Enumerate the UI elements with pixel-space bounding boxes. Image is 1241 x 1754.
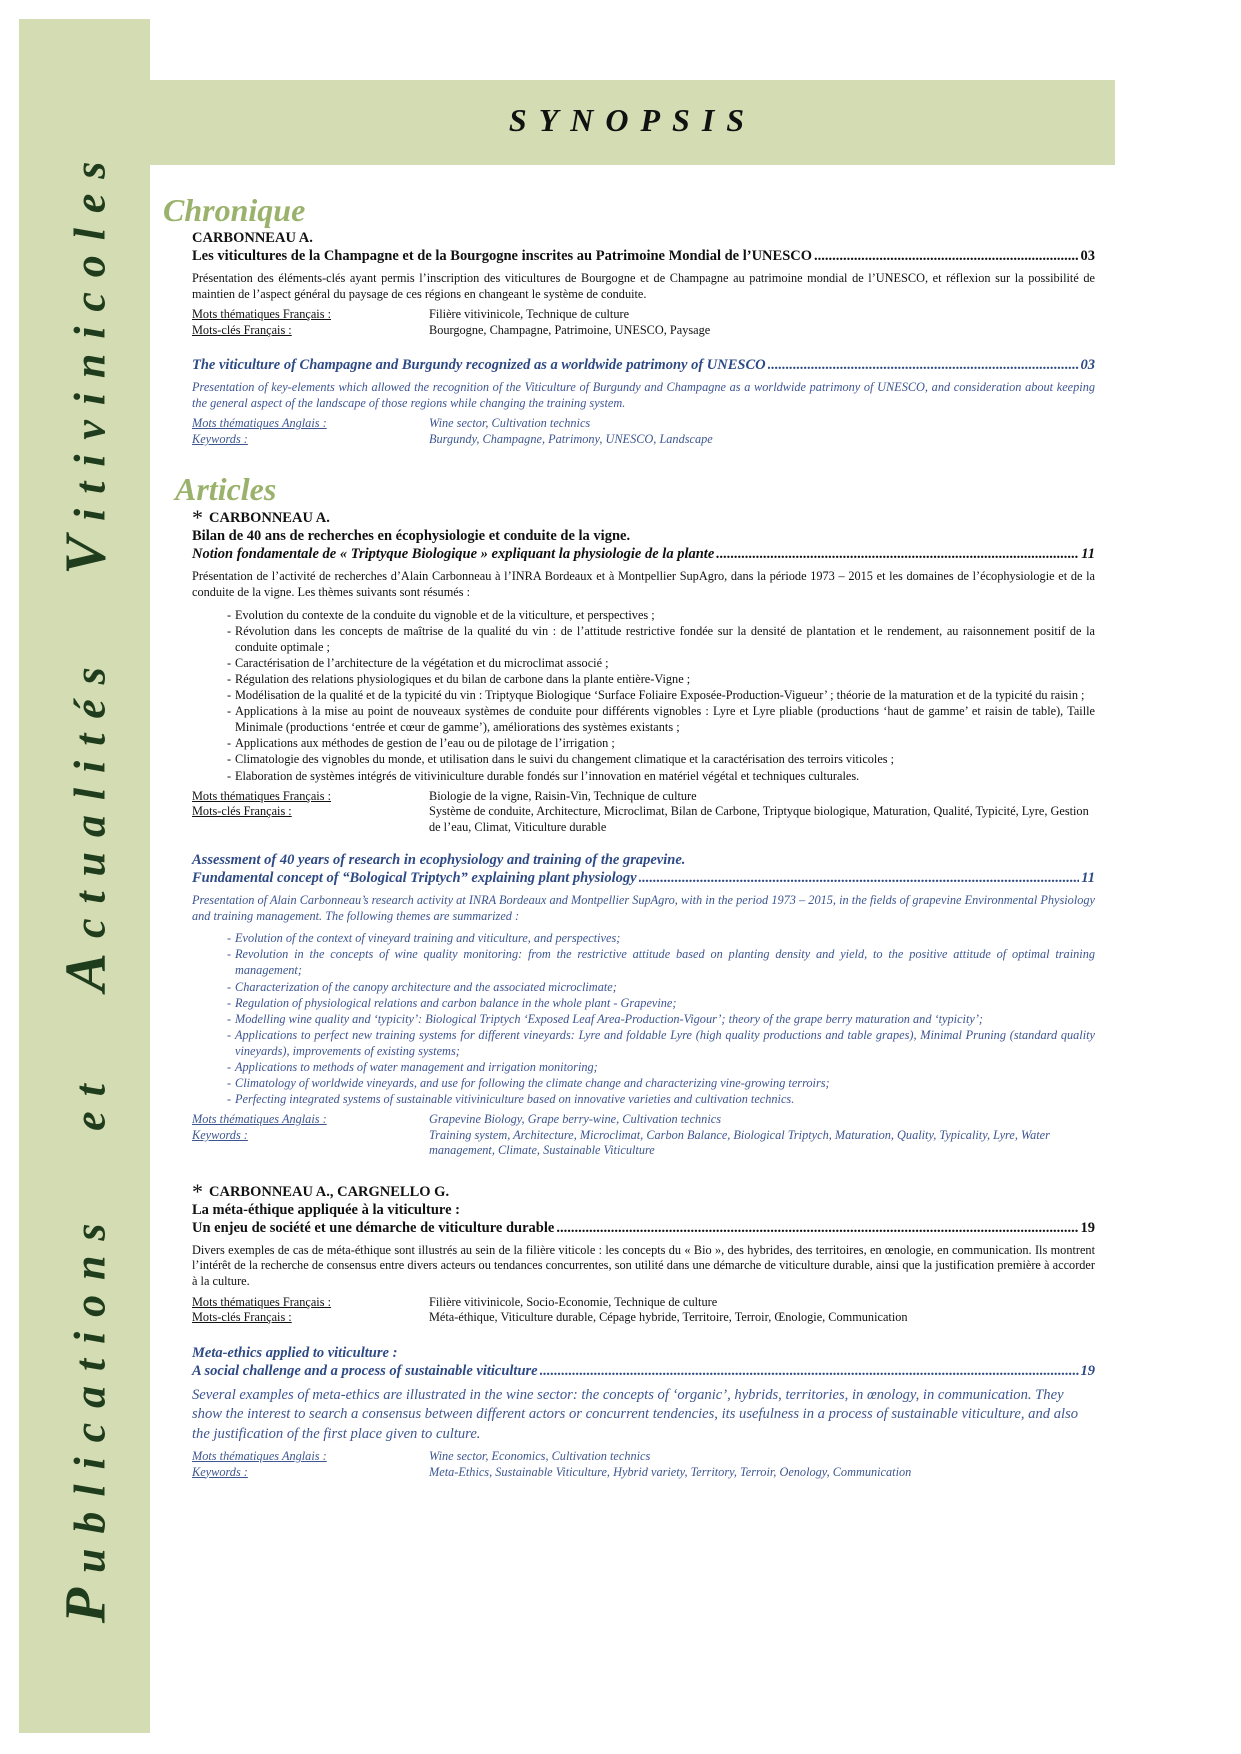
list-item: - Elaboration de systèmes intégrés de vitiviniculture durable fondés sur l’innovation en matériel végétal et techniques culturales. xyxy=(227,768,1095,784)
chronique-entry-fr xyxy=(192,230,1095,338)
page-number: 11 xyxy=(1081,546,1095,563)
entry-description: Présentation des éléments-clés ayant permis l’inscription des viticultures de Bourgogne et de Champagne au patrimoine mondial de l’UNESCO, et réflexion sur la possibilité de maintien de l’aspect général du paysage de ces régions en changeant le système de conduite. xyxy=(192,271,1095,301)
keywords-value: Burgundy, Champagne, Patrimony, UNESCO, Landscape xyxy=(429,431,713,446)
entry-title-row[interactable] xyxy=(192,356,1095,375)
entry-title-row[interactable] xyxy=(192,545,1095,564)
entry-author: CARBONNEAU A., CARGNELLO G. xyxy=(209,1183,450,1200)
keywords-value: Meta-Ethics, Sustainable Viticulture, Hybrid variety, Territory, Terroir, Oenology, Communication xyxy=(429,1464,912,1479)
page-title: SYNOPSIS xyxy=(508,102,757,138)
entry-title-line1: Assessment of 40 years of research in ecophysiology and training of the grapevine. xyxy=(192,852,686,869)
leader-dots xyxy=(768,356,1079,375)
entry-author-row xyxy=(192,1178,1095,1204)
entry-title-row[interactable] xyxy=(192,1362,1095,1381)
entry-title: Un enjeu de société et une démarche de viticulture durable xyxy=(192,1219,555,1236)
entry-description: Several examples of meta-ethics are illustrated in the wine sector: the concepts of ‘organic’, hybrids, territories, in œnology, in communication. They show the interest to search a consensus between different actors or concurrent tendencies, its usefulness in a process of sustainable viticulture, and also the justification of the first place given to culture. xyxy=(192,1386,1079,1442)
keywords-label: Keywords : xyxy=(192,431,248,446)
keywords-label: Mots thématiques Français : xyxy=(192,1294,332,1309)
keywords-value: Wine sector, Economics, Cultivation technics xyxy=(429,1449,651,1464)
article1-entry-en xyxy=(192,851,1095,1159)
entry-title-line1: Bilan de 40 ans de recherches en écophysiologie et conduite de la vigne. xyxy=(192,528,631,545)
entry-title: The viticulture of Champagne and Burgundy recognized as a worldwide patrimony of UNESCO xyxy=(192,357,766,374)
keywords-label: Keywords : xyxy=(192,1464,248,1479)
entry-description: Présentation de l’activité de recherches d’Alain Carbonneau à l’INRA Bordeaux et à Montpellier SupAgro, dans la période 1973 – 2015 et les domaines de l’écophysiologie et de la conduite de la vigne. Les thèmes suivants sont résumés : xyxy=(192,569,1095,599)
entry-title: A social challenge and a process of sustainable viticulture xyxy=(192,1362,538,1379)
keywords-value: Méta-éthique, Viticulture durable, Cépage hybride, Territoire, Terroir, Œnologie, Communication xyxy=(429,1310,908,1325)
entry-author: CARBONNEAU A. xyxy=(192,230,313,246)
keywords-label: Mots thématiques Anglais : xyxy=(192,1449,327,1464)
list-item: - Caractérisation de l’architecture de la végétation et du microclimat associé ; xyxy=(227,655,1095,671)
keywords-label: Mots-clés Français : xyxy=(192,804,292,819)
entry-author: CARBONNEAU A. xyxy=(209,510,330,527)
keywords-label: Mots thématiques Français : xyxy=(192,788,332,803)
keywords-row xyxy=(192,804,1095,835)
list-item: - Regulation of physiological relations and carbon balance in the whole plant - Grapevine; xyxy=(227,995,1095,1011)
leader-dots xyxy=(540,1362,1079,1381)
keywords-row xyxy=(192,1295,1095,1311)
keywords-row xyxy=(192,323,1095,339)
entry-title-row[interactable] xyxy=(192,1219,1095,1238)
entry-description: Presentation of Alain Carbonneau’s research activity at INRA Bordeaux and Montpellier SupAgro, with in the period 1973 – 2015, in the fields of grapevine Environmental Physiology and training management. The following themes are summarized : xyxy=(192,893,1095,923)
list-item: - Perfecting integrated systems of sustainable vitiviniculture based on innovative varieties and cultivation technics. xyxy=(227,1091,1095,1107)
keywords-value: Filière vitivinicole, Technique de culture xyxy=(429,307,630,322)
keywords-row xyxy=(192,416,1095,432)
entry-title-row[interactable] xyxy=(192,869,1095,888)
list-item: - Modelling wine quality and ‘typicity’: Biological Triptych ‘Exposed Leaf Area-Production-Vigour’; theory of the grape berry maturation and ‘typicity’; xyxy=(227,1011,1095,1027)
entry-keywords xyxy=(192,416,1095,447)
entry-description: Presentation of key-elements which allowed the recognition of the Viticulture of Burgundy and Champagne as a worldwide patrimony of UNESCO, and consideration about keeping the general aspect of the landscape of those regions while changing the training system. xyxy=(192,380,1095,410)
leader-dots xyxy=(716,545,1079,564)
keywords-label: Mots thématiques Anglais : xyxy=(192,416,327,431)
leader-dots xyxy=(814,247,1078,266)
list-item: - Evolution du contexte de la conduite du vignoble et de la viticulture, et perspectives ; xyxy=(227,607,1095,623)
keywords-value: Wine sector, Cultivation technics xyxy=(429,416,591,431)
article2-entry-en xyxy=(192,1344,1095,1481)
keywords-row xyxy=(192,789,1095,805)
entry-description: Divers exemples de cas de méta-éthique sont illustrés au sein de la filière viticole : les concepts du « Bio », des hybrides, des territoires, en œnologie, en communication. Ils montrent l’intérêt de la recherche de consensus entre divers acteurs ou tendances concurrentes, son utilité dans une démarche de viticulture durable, ainsi que la justification première à accorder à la culture. xyxy=(192,1242,1095,1288)
list-item: - Révolution dans les concepts de maîtrise de la qualité du vin : de l’attitude restrictive fondée sur la densité de plantation et le rendement, au raisonnement positif de la conduite optimale ; xyxy=(227,623,1095,655)
entry-title: Les viticultures de la Champagne et de la Bourgogne inscrites au Patrimoine Mondial de l’UNESCO xyxy=(192,248,813,264)
list-item: - Characterization of the canopy architecture and the associated microclimate; xyxy=(227,979,1095,995)
entry-keywords xyxy=(192,1449,1095,1480)
entry-title-line1: Meta-ethics applied to viticulture : xyxy=(192,1344,398,1361)
entry-title-row[interactable] xyxy=(192,247,1095,266)
list-item: - Evolution of the context of vineyard training and viticulture, and perspectives; xyxy=(227,930,1095,946)
keywords-label: Keywords : xyxy=(192,1127,248,1142)
list-item: - Applications to methods of water management and irrigation monitoring; xyxy=(227,1059,1095,1075)
keywords-label: Mots-clés Français : xyxy=(192,322,292,337)
page-number: 19 xyxy=(1080,1219,1095,1236)
themes-list xyxy=(192,607,1095,784)
entry-title: Notion fondamentale de « Triptyque Biologique » expliquant la physiologie de la plante xyxy=(192,546,715,563)
keywords-value: Training system, Architecture, Microclimat, Carbon Balance, Biological Triptych, Maturation, Quality, Typicality, Lyre, Water management, Climate, Sustainable Viticulture xyxy=(429,1127,1050,1158)
page-number: 03 xyxy=(1080,248,1095,264)
entry-keywords xyxy=(192,307,1095,338)
keywords-row xyxy=(192,1449,1095,1465)
entry-keywords xyxy=(192,1295,1095,1326)
section-heading-chronique: Chronique xyxy=(163,192,306,228)
page-number: 03 xyxy=(1080,357,1095,374)
list-item: - Applications à la mise au point de nouveaux systèmes de conduite pour différents vignobles : Lyre et Lyre pliable (productions ‘haut de gamme’ et raisin de table), Taille Minimale (productions ‘entrée et cœur de gamme’), améliorations des systèmes existants ; xyxy=(227,703,1095,735)
keywords-value: Bourgogne, Champagne, Patrimoine, UNESCO, Paysage xyxy=(429,322,711,337)
article1-entry-fr xyxy=(192,505,1095,835)
keywords-row xyxy=(192,1310,1095,1326)
keywords-label: Mots thématiques Anglais : xyxy=(192,1112,327,1127)
themes-list xyxy=(192,930,1095,1107)
list-item: - Régulation des relations physiologiques et du bilan de carbone dans la plante entière-Vigne ; xyxy=(227,671,1095,687)
list-item: - Climatology of worldwide vineyards, and use for following the climate change and characterizing vine-growing terroirs; xyxy=(227,1075,1095,1091)
leader-dots xyxy=(639,869,1080,888)
keywords-label: Mots thématiques Français : xyxy=(192,307,332,322)
list-item: - Climatologie des vignobles du monde, et utilisation dans le suivi du changement climatique et la caractérisation des terroirs viticoles ; xyxy=(227,751,1095,767)
entry-title: Fundamental concept of “Bological Triptych” explaining plant physiology xyxy=(192,870,637,887)
keywords-row xyxy=(192,307,1095,323)
leader-dots xyxy=(556,1219,1078,1238)
keywords-row xyxy=(192,1465,1095,1481)
keywords-row xyxy=(192,1112,1095,1128)
journal-name-vertical: Publications et Actualités Vitivinicoles xyxy=(52,146,118,1624)
entry-keywords xyxy=(192,789,1095,836)
list-item: - Revolution in the concepts of wine quality monitoring: from the restrictive attitude based on planting density and yield, to the positive attitude of optimal training management; xyxy=(227,946,1095,978)
keywords-row xyxy=(192,1128,1095,1159)
header-band xyxy=(150,80,1115,165)
list-item: - Modélisation de la qualité et de la typicité du vin : Triptyque Biologique ‘Surface Foliaire Exposée-Production-Vigueur’ ; théorie de la maturation et de la typicité du raisin ; xyxy=(227,687,1095,703)
list-item: - Applications to perfect new training systems for different vineyards: Lyre and foldable Lyre (high quality productions and table grapes), Minimal Pruning (standard quality vineyards), improvements of existing systems; xyxy=(227,1027,1095,1059)
chronique-entry-en xyxy=(192,356,1095,447)
keywords-value: Biologie de la vigne, Raisin-Vin, Technique de culture xyxy=(429,788,697,803)
section-heading-articles: Articles xyxy=(175,471,277,508)
page-number: 11 xyxy=(1081,870,1095,887)
synopsis-content xyxy=(163,190,1098,1480)
keywords-value: Filière vitivinicole, Socio-Economie, Technique de culture xyxy=(429,1294,718,1309)
keywords-value: Grapevine Biology, Grape berry-wine, Cultivation technics xyxy=(429,1112,721,1127)
list-item: - Applications aux méthodes de gestion de l’eau ou de pilotage de l’irrigation ; xyxy=(227,735,1095,751)
entry-keywords xyxy=(192,1112,1095,1159)
entry-title-line1: La méta-éthique appliquée à la viticulture : xyxy=(192,1201,460,1218)
star-marker: * xyxy=(192,505,203,531)
entry-author-row xyxy=(192,505,1095,531)
keywords-value: Système de conduite, Architecture, Microclimat, Bilan de Carbone, Triptyque biologique, Maturation, Qualité, Typicité, Lyre, Gestion de l’eau, Climat, Viticulture durable xyxy=(429,804,1089,834)
page-number: 19 xyxy=(1080,1362,1095,1379)
keywords-label: Mots-clés Français : xyxy=(192,1310,292,1325)
keywords-row xyxy=(192,432,1095,448)
article2-entry-fr xyxy=(192,1178,1095,1326)
star-marker: * xyxy=(192,1178,203,1204)
